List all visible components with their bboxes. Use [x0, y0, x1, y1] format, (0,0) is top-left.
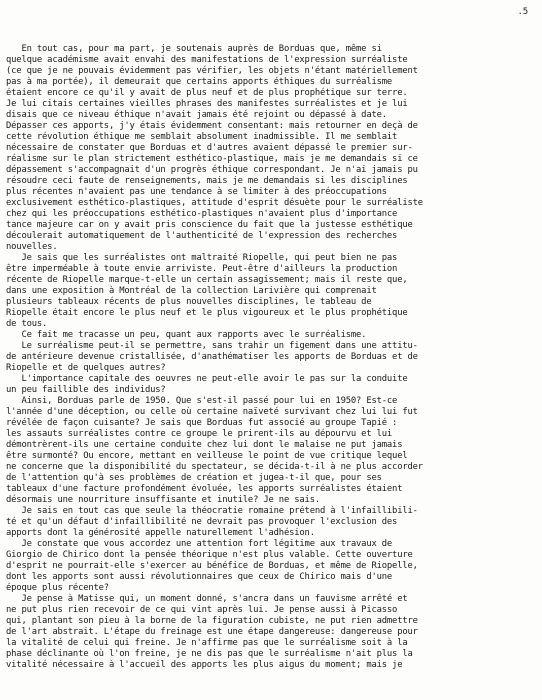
text-line: nécessaire de constater que Borduas et d'autres avaient dépassé le premier sur-: [6, 143, 413, 153]
text-line: l'année d'une déception, ou celle où certaine naïveté survivant chez lui lui fut: [6, 407, 418, 417]
text-line: désormais une nourriture insuffisante et inutile? Je ne sais.: [6, 495, 320, 505]
text-line: L'importance capitale des oeuvres ne peut-elle avoir le pas sur la conduite: [6, 374, 408, 384]
text-line: exclusivement esthético-plastiques, attitude d'esprit désuète pour le surréaliste: [6, 198, 423, 208]
text-line: nouvelles.: [6, 242, 58, 252]
letter-body: [6, 44, 528, 671]
text-line: démontrèrent-ils une certaine conduite chez lui dont le malaise ne put jamais: [6, 440, 403, 450]
paragraph: [6, 330, 528, 671]
text-line: ne concerne que la disponibilité du spectateur, se décida-t-il à ne plus accorder: [6, 462, 423, 472]
text-line: Je constate que vous accordez une attention fort légitime aux travaux de: [6, 539, 393, 549]
text-line: réalisme sur le plan strictement esthético-plastique, mais je me demandais si ce: [6, 154, 418, 164]
text-line: un peu faillible des individus?: [6, 385, 166, 395]
text-line: dont les apports sont aussi révolutionnaires que ceux de Chirico mais d'une: [6, 572, 393, 582]
page-number: .5: [517, 7, 528, 17]
text-line: té et qu'un défaut d'infaillibilité ne devrait pas provoquer l'exclusion des: [6, 517, 398, 527]
text-line: Riopelle était encore le plus neuf et le plus vigoureux et le plus prophétique: [6, 308, 408, 318]
text-line: plusieurs tableaux récents de plus nouvelles disciplines, le tableau de: [6, 297, 372, 307]
text-line: d'esprit ne pourrait-elle s'exercer au bénéfice de Borduas, et même de Riopelle,: [6, 561, 418, 571]
text-line: Ce fait me tracasse un peu, quant aux rapports avec le surréalisme.: [6, 330, 367, 340]
text-line: disais que ce niveau éthique n'avait jamais été rejoint ou dépassé à date.: [6, 110, 387, 120]
text-line: la vitalité de celui qui freine. Je n'affirme pas que le surréalisme soit à la: [6, 638, 408, 648]
text-line: apports dont la générosité appelle naturellement l'adhésion.: [6, 528, 315, 538]
text-line: dépassement s'accompagnait d'un progrès éthique correspondant. Je n'ai jamais pu: [6, 165, 418, 175]
text-line: résoudre ceci faute de renseignements, mais je me demandais si les disciplines: [6, 176, 408, 186]
text-line: phase déclinante où l'on freine, je ne dis pas que le surréalisme n'ait plus la: [6, 649, 413, 659]
text-line: (ce que je ne pouvais évidemment pas vérifier, les objets n'étant matériellement: [6, 66, 418, 76]
text-line: tableaux d'une facture profondément évoluée, les apports surréalistes étaient: [6, 484, 403, 494]
text-line: de antérieure devenue cristallisée, d'anathématiser les apports de Borduas et de: [6, 352, 418, 362]
text-line: être surmonté? Ou encore, mettant en veilleuse le point de vue critique lequel: [6, 451, 408, 461]
text-line: les assauts surréalistes contre ce groupe le prirent-ils au dépourvu et lui: [6, 429, 393, 439]
text-line: Je sais que les surréalistes ont maltraité Riopelle, qui peut bien ne pas: [6, 253, 398, 263]
text-line: chez qui les préoccupations esthético-plastiques n'avaient plus d'importance: [6, 209, 398, 219]
text-line: Dépasser ces apports, j'y étais évidemment consentant: mais retourner en deçà de: [6, 121, 418, 131]
text-line: dans une exposition à Montréal de la collection Larivière qui comprenait: [6, 286, 377, 296]
paragraph: [6, 253, 528, 330]
text-line: Ainsi, Borduas parle de 1950. Que s'est-il passé pour lui en 1950? Est-ce: [6, 396, 398, 406]
text-line: plus récentes n'avaient pas une tendance à se limiter à des préoccupations: [6, 187, 387, 197]
text-line: vitalité nécessaire à l'accueil des apports les plus aigus du moment; mais je: [6, 660, 403, 670]
text-line: cette révolution éthique me semblait absolument inadmissible. Il me semblait: [6, 132, 398, 142]
text-line: Le surréalisme peut-il se permettre, sans trahir un figement dans une attitu-: [6, 341, 418, 351]
text-line: découlerait automatiquement de l'authenticité de l'expression des recherches: [6, 231, 398, 241]
text-line: Je lui citais certaines vieilles phrases des manifestes surréalistes et je lui: [6, 99, 408, 109]
text-line: Je sais en tout cas que seule la théocratie romaine prétend à l'infaillibili-: [6, 506, 418, 516]
text-line: quelque académisme avait envahi des manifestations de l'expression surréaliste: [6, 55, 408, 65]
text-line: révélée de façon cuisante? Je sais que Borduas fut associé au groupe Tapié :: [6, 418, 398, 428]
text-line: récente de Riopelle marque-t-elle un certain assagissement; mais il reste que,: [6, 275, 408, 285]
text-line: tance majeure car on y avait pris conscience du fait que la justesse esthétique: [6, 220, 413, 230]
text-line: Je pense à Matisse qui, un moment donné, s'ancra dans un fauvisme arrêté et: [6, 594, 408, 604]
text-line: époque plus récente?: [6, 583, 109, 593]
text-line: étaient encore ce qu'il y avait de plus neuf et de plus prophétique sur terre.: [6, 88, 408, 98]
text-line: qui, plantant son pieu à la borne de la figuration cubiste, ne put rien admettre: [6, 616, 418, 626]
text-line: pas à ma portée), il demeurait que certains apports éthiques du surréalisme: [6, 77, 393, 87]
text-line: ne put plus rien recevoir de ce qui vint après lui. Je pense aussi à Picasso: [6, 605, 398, 615]
text-line: être imperméable à toute envie arriviste. Peut-être d'ailleurs la production: [6, 264, 398, 274]
paragraph: [6, 44, 528, 253]
text-line: Riopelle et de quelques autres?: [6, 363, 166, 373]
text-line: de l'attention qu'à ses problèmes de création et jugea-t-il que, pour ses: [6, 473, 382, 483]
text-line: de l'art abstrait. L'étape du freinage est une étape dangereuse: dangereuse pour: [6, 627, 418, 637]
text-line: de tous.: [6, 319, 48, 329]
text-line: Giorgio de Chirico dont la pensée théorique n'est plus valable. Cette ouverture: [6, 550, 413, 560]
text-line: En tout cas, pour ma part, je soutenais auprès de Borduas que, même si: [6, 44, 382, 54]
